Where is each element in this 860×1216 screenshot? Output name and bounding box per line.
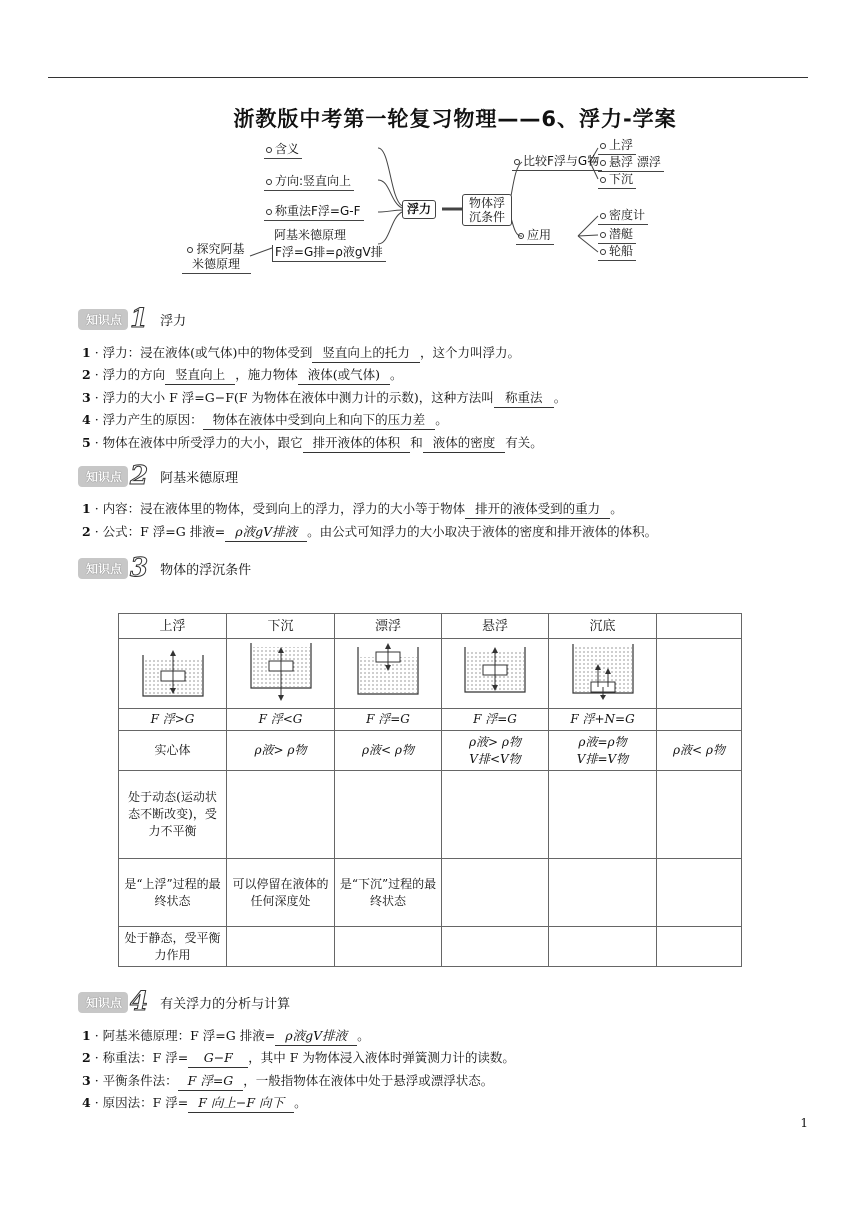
s1-item-4: 4 · 浮力产生的原因： 物体在液体中受到向上和向下的压力差 。 [82,411,448,430]
header-rule [48,77,808,78]
kp-number: 4 [130,987,149,1017]
force-cell: F 浮=G [442,709,549,731]
empty-cell [227,771,335,859]
empty-cell [549,771,657,859]
kp-title: 有关浮力的分析与计算 [160,996,291,1012]
s1-item-3: 3 · 浮力的大小 F 浮=G−F(F 为物体在液体中测力计的示数)，这种方法叫 称重法 。 [82,389,566,408]
float-sink-table [118,613,742,967]
mm-center-buoyancy: 浮力 [402,200,436,219]
mm-compare: 比较F浮与G物 [512,154,602,171]
bottom-diagram [549,639,657,709]
empty-cell [657,639,742,709]
solid-label: 实心体 [119,731,227,771]
s4-item-1: 1 · 阿基米德原理：F 浮=G 排液= ρ液gV排液 。 [82,1027,370,1046]
force-cell [657,709,742,731]
force-cell: F 浮>G [119,709,227,731]
dynamic-state-cell: 处于动态(运动状态不断改变)，受力不平衡 [119,771,227,859]
table-row-dynamic [119,771,742,859]
section-heading-3 [78,553,252,583]
static-state-cell: 处于静态，受平衡力作用 [119,927,227,967]
table-row-solid [119,731,742,771]
mm-suspend-float: 悬浮 漂浮 [598,155,664,172]
mm-apply: 应用 [516,228,554,245]
empty-cell [442,771,549,859]
mm-meaning: 含义 [264,142,302,159]
table-header: 悬浮 [442,614,549,639]
force-cell: F 浮=G [335,709,442,731]
kp-number: 1 [130,304,149,334]
empty-cell [335,771,442,859]
density-volume-cell: ρ液=ρ物 V排=V物 [549,731,657,771]
page-title: 浙教版中考第一轮复习物理——6、浮力-学案 [233,107,677,131]
suspend-diagram [442,639,549,709]
any-depth-cell: 可以停留在液体的任何深度处 [227,859,335,927]
kp-badge: 知识点 [78,992,128,1013]
page-number: 1 [800,1116,808,1130]
table-row-static [119,927,742,967]
kp-number: 3 [130,553,149,583]
float-diagram [335,639,442,709]
empty-cell [657,927,742,967]
table-header: 上浮 [119,614,227,639]
mm-float-sink-conditions: 物体浮沉条件 [462,194,512,226]
kp-badge: 知识点 [78,558,128,579]
mind-map [180,138,680,278]
s1-item-5: 5 · 物体在液体中所受浮力的大小，跟它 排开液体的体积 和 液体的密度 有关。 [82,434,543,453]
density-cell: ρ液> ρ物 [227,731,335,771]
table-header: 漂浮 [335,614,442,639]
sink-final-cell: 是“下沉”过程的最终状态 [335,859,442,927]
section-heading-1 [78,304,187,334]
kp-title: 浮力 [160,313,187,329]
density-cell: ρ液< ρ物 [657,731,742,771]
empty-cell [657,859,742,927]
empty-cell [335,927,442,967]
kp-title: 物体的浮沉条件 [160,562,252,578]
table-row [119,614,742,639]
mm-archimedes: 阿基米德原理 [274,228,347,242]
mm-direction: 方向:竖直向上 [264,174,354,191]
mm-ship: 轮船 [598,244,636,261]
empty-cell [549,859,657,927]
s4-item-3: 3 · 平衡条件法： F 浮=G ，一般指物体在液体中处于悬浮或漂浮状态。 [82,1072,493,1091]
mm-explore: 探究阿基米德原理 [182,242,251,274]
section-heading-2 [78,461,239,491]
s1-item-2: 2 · 浮力的方向 竖直向上 ，施力物体 液体(或气体) 。 [82,366,402,385]
density-volume-cell: ρ液> ρ物 V排<V物 [442,731,549,771]
table-header: 下沉 [227,614,335,639]
s4-item-4: 4 · 原因法：F 浮= F 向上−F 向下 。 [82,1094,307,1113]
empty-cell [657,771,742,859]
empty-cell [442,927,549,967]
kp-badge: 知识点 [78,309,128,330]
table-row-force [119,709,742,731]
s2-item-2: 2 · 公式：F 浮=G 排液= ρ液gV排液 。由公式可知浮力的大小取决于液体的密度和排开液体的体积。 [82,523,657,542]
mm-rise: 上浮 [598,138,636,155]
section-heading-4 [78,987,291,1017]
mm-weigh-method: 称重法F浮=G-F [264,204,364,221]
table-header [657,614,742,639]
table-row-diagrams [119,639,742,709]
density-cell: ρ液< ρ物 [335,731,442,771]
kp-badge: 知识点 [78,466,128,487]
table-row-final [119,859,742,927]
s2-item-1: 1 · 内容：浸在液体里的物体，受到向上的浮力，浮力的大小等于物体 排开的液体受到的重力 。 [82,500,623,519]
mm-archimedes-formula: F浮=G排=ρ液gV排 [272,245,386,262]
mm-sink: 下沉 [598,172,636,189]
empty-cell [442,859,549,927]
force-cell: F 浮+N=G [549,709,657,731]
kp-number: 2 [130,461,149,491]
empty-cell [549,927,657,967]
rise-final-cell: 是“上浮”过程的最终状态 [119,859,227,927]
kp-title: 阿基米德原理 [160,470,239,486]
s4-item-2: 2 · 称重法：F 浮= G−F ，其中 F 为物体浸入液体时弹簧测力计的读数。 [82,1049,515,1068]
sink-diagram [227,639,335,709]
mm-hydrometer: 密度计 [598,208,648,225]
table-header: 沉底 [549,614,657,639]
rise-diagram [119,639,227,709]
force-cell: F 浮<G [227,709,335,731]
mm-submarine: 潜艇 [598,227,636,244]
empty-cell [227,927,335,967]
s1-item-1: 1 · 浮力：浸在液体(或气体)中的物体受到 竖直向上的托力 ，这个力叫浮力。 [82,344,520,363]
